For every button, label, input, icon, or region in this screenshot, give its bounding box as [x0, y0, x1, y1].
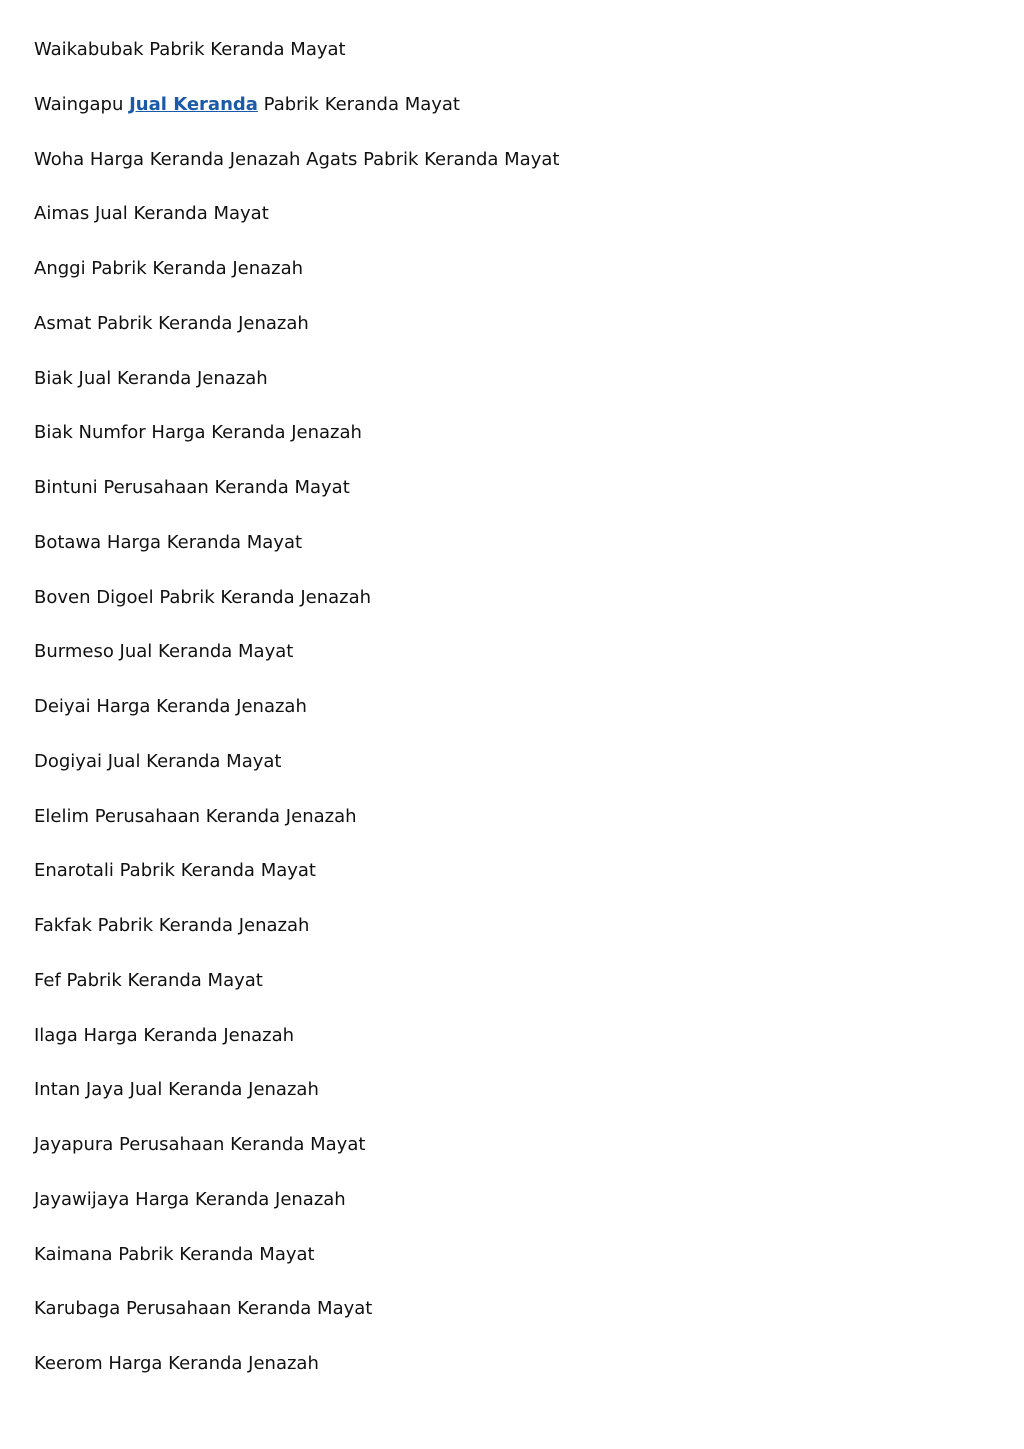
line-text: Fef Pabrik Keranda Mayat: [34, 969, 263, 991]
line-text: Biak Numfor Harga Keranda Jenazah: [34, 422, 362, 444]
text-line: [34, 146, 990, 201]
line-text: Keerom Harga Keranda Jenazah: [34, 1353, 319, 1374]
line-text: Elelim Perusahaan Keranda Jenazah: [34, 805, 357, 827]
line-text: Waikabubak Pabrik Keranda Mayat: [34, 39, 346, 60]
text-line: [34, 200, 990, 255]
text-line: [34, 1022, 990, 1077]
text-line: [34, 1295, 990, 1350]
text-line: [34, 748, 990, 803]
line-text: Fakfak Pabrik Keranda Jenazah: [34, 915, 310, 936]
text-line: [34, 1131, 990, 1186]
line-text: Bintuni Perusahaan Keranda Mayat: [34, 477, 350, 498]
line-text: Botawa Harga Keranda Mayat: [34, 531, 303, 553]
line-text: Ilaga Harga Keranda Jenazah: [34, 1024, 295, 1046]
line-text: Dogiyai Jual Keranda Mayat: [34, 750, 282, 772]
text-line: [34, 365, 990, 420]
line-text: Anggi Pabrik Keranda Jenazah: [34, 258, 304, 279]
line-text: Boven Digoel Pabrik Keranda Jenazah: [34, 586, 372, 608]
text-line: [34, 91, 990, 146]
text-line: [34, 584, 990, 639]
line-text: Jayapura Perusahaan Keranda Mayat: [34, 1134, 366, 1155]
line-text: Karubaga Perusahaan Keranda Mayat: [34, 1298, 373, 1320]
text-line: [34, 967, 990, 1022]
line-text: Enarotali Pabrik Keranda Mayat: [34, 860, 316, 882]
line-text-after-link: Pabrik Keranda Mayat: [257, 93, 460, 115]
text-line: [34, 1076, 990, 1131]
text-line: [34, 255, 990, 310]
text-line: [34, 857, 990, 912]
jual-keranda-link[interactable]: Jual Keranda: [129, 93, 258, 115]
text-line: [34, 693, 990, 748]
text-line: [34, 1350, 990, 1405]
line-text: Aimas Jual Keranda Mayat: [34, 203, 269, 225]
text-line: [34, 419, 990, 474]
text-line: [34, 1186, 990, 1241]
text-line: [34, 36, 990, 91]
text-line: [34, 529, 990, 584]
line-text: Jayawijaya Harga Keranda Jenazah: [34, 1188, 346, 1210]
document-body: [34, 36, 990, 1405]
text-line: [34, 310, 990, 365]
line-text: Waingapu: [34, 93, 130, 115]
text-line: [34, 1241, 990, 1296]
text-line: [34, 803, 990, 858]
line-text: Deiyai Harga Keranda Jenazah: [34, 696, 307, 717]
text-line: [34, 638, 990, 693]
line-text: Asmat Pabrik Keranda Jenazah: [34, 312, 309, 334]
line-text: Woha Harga Keranda Jenazah Agats Pabrik Keranda Mayat: [34, 148, 560, 170]
text-line: [34, 912, 990, 967]
text-line: [34, 474, 990, 529]
line-text: Burmeso Jual Keranda Mayat: [34, 641, 294, 663]
line-text: Intan Jaya Jual Keranda Jenazah: [34, 1079, 319, 1101]
line-text: Biak Jual Keranda Jenazah: [34, 367, 268, 389]
line-text: Kaimana Pabrik Keranda Mayat: [34, 1243, 315, 1265]
